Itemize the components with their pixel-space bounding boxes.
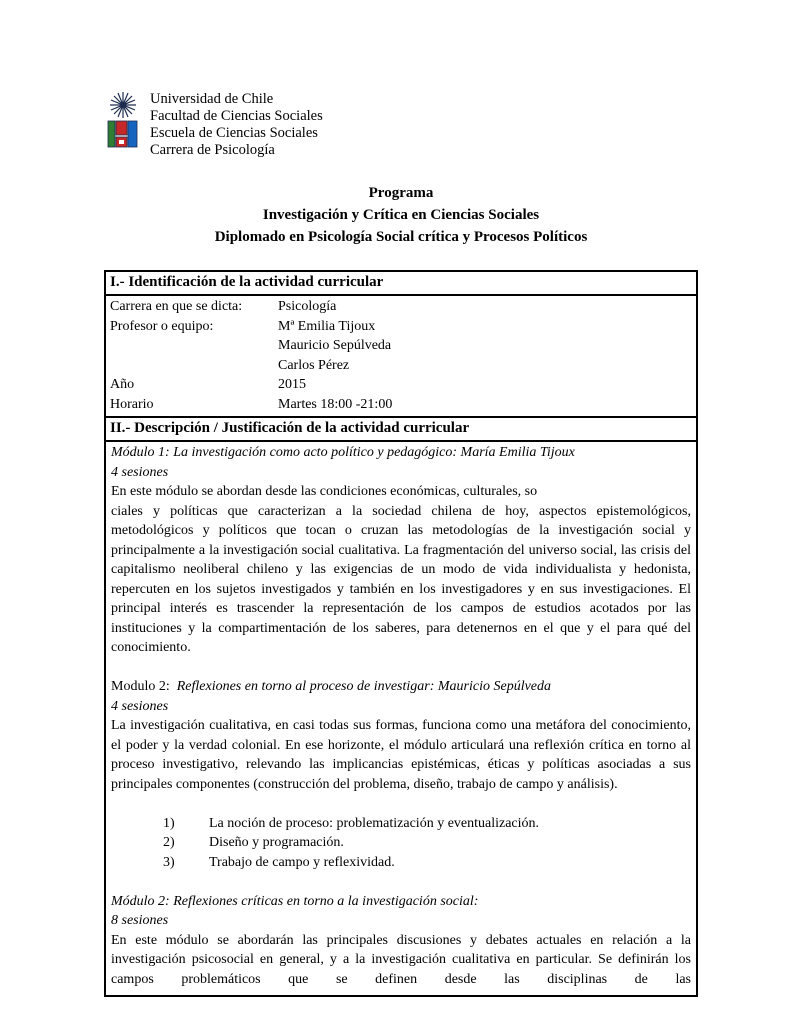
module2a-heading — [111, 677, 691, 697]
row-label-empty — [110, 356, 278, 376]
institution-line-faculty: Facultad de Ciencias Sociales — [150, 108, 323, 124]
list-item-number: 2) — [163, 835, 175, 850]
course-title: Investigación y Crítica en Ciencias Sociales — [262, 207, 540, 223]
module1-paragraph: ciales y políticas que caracterizan a la sociedad chilena de hoy, aspectos epistemológicos, metodológicos y políticos que tocan o cruzan las metodologías de la investigación social y principalmente a la investigación social cualitativa. La fragmentación del universo social, las crisis del capitalismo neoliberal chileno y las exigencias de un modo de vida individualista y hedonista, repercuten en los sujetos investigados y también en los investigadores y en sus investigaciones. El principal interés es trascender la representación de los campos de estudios acotados por las instituciones y la compartimentación de los saberes, para detenernos en el que y el para qué del conocimiento. — [111, 503, 691, 655]
row-label-profesor: Profesor o equipo: — [110, 318, 214, 334]
row-label-horario: Horario — [110, 396, 154, 412]
module2a-heading-rest: Reflexiones en torno al proceso de investigar: Mauricio Sepúlveda — [176, 679, 552, 694]
row-value-ano: 2015 — [278, 377, 306, 392]
module2a-paragraph: La investigación cualitativa, en casi todas sus formas, funciona como una metáfora del conocimiento, el poder y la verdad colonial. En ese horizonte, el módulo articulará una reflexión crítica en torno al proceso investigativo, relevando las implicancias epistémicas, éticas y políticas asociadas a sus principales componentes (construcción del problema, diseño, trabajo de campo y análisis). — [111, 718, 691, 792]
blank-line — [111, 872, 691, 892]
universidad-de-chile-crest-icon — [104, 91, 142, 162]
institution-line-school: Escuela de Ciencias Sociales — [150, 125, 318, 141]
table-row — [110, 317, 692, 337]
title-block — [104, 182, 698, 248]
list-item-number: 1) — [163, 815, 175, 831]
list-item-text: La noción de proceso: problematización y eventualización. — [209, 815, 540, 831]
module2b-sessions: 8 sesiones — [111, 913, 169, 928]
description-block — [106, 442, 696, 995]
list-item — [111, 833, 691, 853]
row-value-carrera: Psicología — [278, 299, 337, 314]
table-row — [110, 297, 692, 317]
table-row — [110, 395, 692, 415]
blank-line — [111, 658, 691, 678]
section1-heading: I.- Identificación de la actividad curricular — [106, 272, 696, 296]
list-item-number: 3) — [163, 854, 175, 870]
module2a-heading-prefix: Modulo 2: — [111, 679, 170, 694]
row-label-ano: Año — [110, 377, 135, 392]
section2-heading: II.- Descripción / Justificación de la actividad curricular — [106, 416, 696, 442]
row-value-profesor-1: Mª Emilia Tijoux — [278, 318, 376, 334]
row-label-empty — [110, 336, 278, 356]
table-row — [110, 336, 692, 356]
institution-lines — [150, 90, 323, 159]
list-item — [111, 814, 691, 834]
module2b-heading: Módulo 2: Reflexiones críticas en torno a la investigación social: — [111, 893, 479, 909]
table-row — [110, 375, 692, 395]
program-title: Programa — [368, 185, 434, 201]
letterhead — [104, 90, 698, 162]
program-table — [104, 270, 698, 997]
row-value-profesor-3: Carlos Pérez — [278, 357, 350, 373]
identification-block — [106, 296, 696, 416]
module2b-paragraph: En este módulo se abordarán las principales discusiones y debates actuales en relación a la investigación psicosocial en general, y a la investigación cualitativa en particular. Se definirán los campos problemáticos que se definen desde las disciplinas de las — [111, 932, 691, 987]
table-row — [110, 356, 692, 376]
diploma-title: Diplomado en Psicología Social crítica y Procesos Políticos — [214, 229, 588, 245]
institution-line-university: Universidad de Chile — [150, 91, 274, 107]
row-value-profesor-2: Mauricio Sepúlveda — [278, 338, 392, 353]
list-item-text: Trabajo de campo y reflexividad. — [209, 854, 395, 870]
list-item — [111, 853, 691, 873]
institution-line-career: Carrera de Psicología — [150, 142, 275, 158]
module1-intro-line: En este módulo se abordan desde las condiciones económicas, culturales, so — [111, 484, 538, 499]
module1-sessions: 4 sesiones — [111, 464, 169, 480]
module1-heading: Módulo 1: La investigación como acto político y pedagógico: María Emilia Tijoux — [111, 445, 575, 460]
blank-line — [111, 794, 691, 814]
list-item-text: Diseño y programación. — [209, 835, 344, 850]
row-value-horario: Martes 18:00 -21:00 — [278, 396, 393, 412]
row-label-carrera: Carrera en que se dicta: — [110, 299, 243, 314]
module2a-sessions: 4 sesiones — [111, 698, 169, 714]
